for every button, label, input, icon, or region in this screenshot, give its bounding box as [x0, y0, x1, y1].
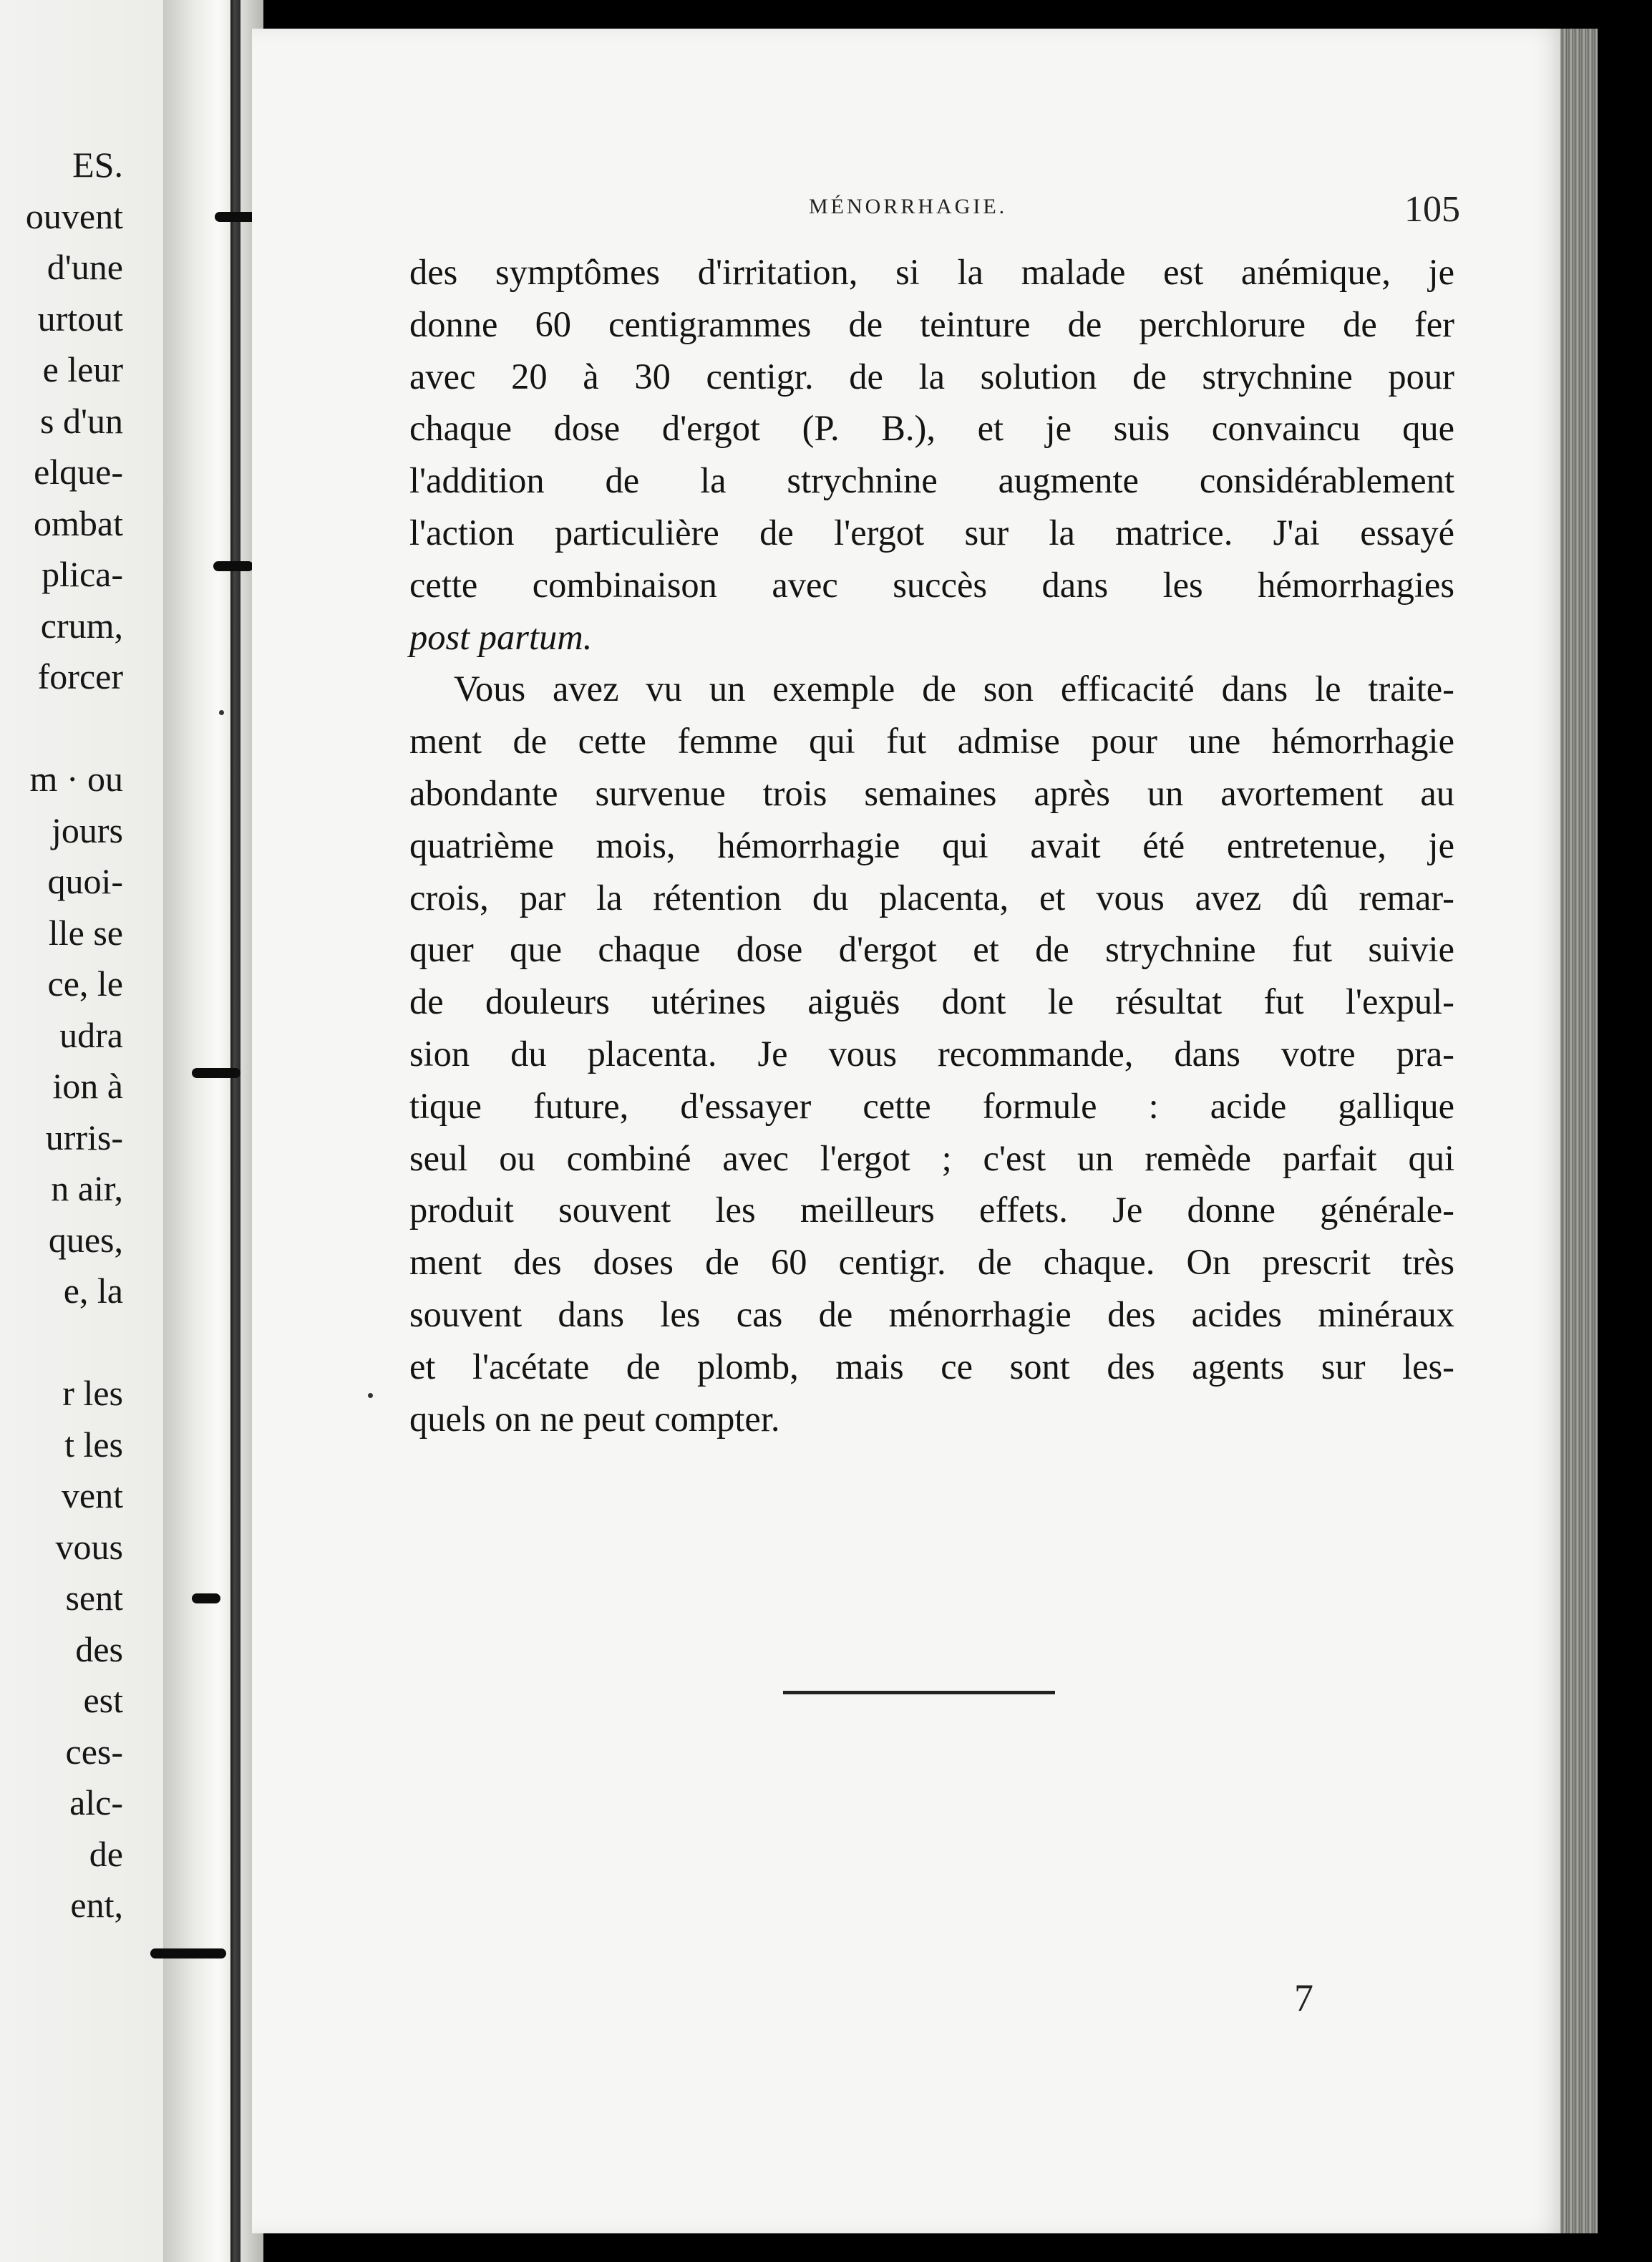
text-line: Vous avez vu un exemple de son efficacité dans le traite-: [454, 669, 1454, 709]
left-line: vent: [61, 1475, 123, 1515]
left-line: jours: [52, 810, 123, 850]
left-line: ce, le: [47, 963, 123, 1004]
text-line: l'addition de la strychnine augmente considérablement: [409, 460, 1454, 501]
left-line: crum,: [40, 605, 123, 646]
text-line: quatrième mois, hémorrhagie qui avait été entretenue, je: [409, 825, 1454, 865]
signature-mark: 7: [1294, 1976, 1313, 2019]
left-line: ces-: [65, 1731, 123, 1772]
body-text: [409, 246, 1454, 1445]
binding-stitch: [192, 1068, 240, 1078]
text-line: ment de cette femme qui fut admise pour une hémorrhagie: [409, 721, 1454, 762]
text-line: quels on ne peut compter.: [409, 1398, 780, 1439]
left-line: e leur: [42, 349, 123, 389]
left-line: forcer: [37, 656, 123, 696]
text-line: l'action particulière de l'ergot sur la matrice. J'ai essayé: [409, 512, 1454, 553]
text-line: donne 60 centigrammes de teinture de perchlorure de fer: [409, 304, 1454, 344]
left-line: t les: [64, 1424, 123, 1465]
binding-stitch: [150, 1948, 226, 1958]
page-edge-shadow: [1560, 29, 1598, 2233]
left-line: m · ou: [29, 759, 123, 799]
left-line: ombat: [34, 503, 123, 543]
text-line: avec 20 à 30 centigr. de la solution de strychnine pour: [409, 356, 1454, 397]
left-line: elque-: [34, 452, 123, 492]
left-line: udra: [59, 1014, 123, 1055]
text-line: souvent dans les cas de ménorrhagie des acides minéraux: [409, 1293, 1454, 1334]
left-page-text-column: [0, 140, 123, 1931]
text-line: crois, par la rétention du placenta, et vous avez dû remar-: [409, 877, 1454, 918]
left-line: vous: [55, 1526, 123, 1567]
text-line: et l'acétate de plomb, mais ce sont des agents sur les-: [409, 1346, 1454, 1387]
left-line: ques,: [48, 1219, 123, 1260]
text-line: seul ou combiné avec l'ergot ; c'est un remède parfait qui: [409, 1137, 1454, 1178]
left-line: r les: [62, 1373, 123, 1413]
left-line: sent: [65, 1578, 123, 1618]
scan-speck: [368, 1393, 373, 1398]
section-divider-rule: [783, 1691, 1055, 1694]
binding-stitch: [213, 561, 253, 571]
left-line: lle se: [48, 912, 123, 953]
left-line: [0, 703, 123, 754]
binding-stitch: [192, 1593, 220, 1603]
text-line: de douleurs utérines aiguës dont le résultat fut l'expul-: [409, 981, 1454, 1022]
left-line: ion à: [52, 1066, 123, 1106]
scan-speck: [219, 710, 224, 715]
left-line: urtout: [37, 298, 123, 339]
text-line: produit souvent les meilleurs effets. Je donne générale-: [409, 1190, 1454, 1230]
text-line: abondante survenue trois semaines après un avortement au: [409, 772, 1454, 813]
text-line: quer que chaque dose d'ergot et de strychnine fut suivie: [409, 929, 1454, 970]
book-gutter: [163, 0, 263, 2262]
text-line: tique future, d'essayer cette formule : acide gallique: [409, 1085, 1454, 1126]
text-line: des symptômes d'irritation, si la malade est anémique, je: [409, 252, 1454, 292]
text-line: post partum.: [409, 616, 593, 657]
left-line: e, la: [63, 1271, 123, 1311]
left-line: des: [75, 1628, 123, 1669]
left-line: est: [83, 1680, 123, 1720]
left-line: n air,: [51, 1168, 123, 1208]
left-line: alc-: [69, 1782, 123, 1822]
text-line: chaque dose d'ergot (P. B.), et je suis convaincu que: [409, 408, 1454, 449]
left-line: quoi-: [47, 861, 123, 901]
binding-spine: [230, 0, 240, 2262]
text-line: cette combinaison avec succès dans les hémorrhagies: [409, 564, 1454, 605]
running-head: MÉNORRHAGIE.: [809, 195, 1008, 218]
text-line: ment des doses de 60 centigr. de chaque. On prescrit très: [409, 1242, 1454, 1283]
left-line: d'une: [47, 247, 123, 287]
left-line: ES.: [72, 145, 123, 185]
left-line: urris-: [45, 1117, 123, 1157]
left-line: [0, 1317, 123, 1369]
page-number: 105: [1404, 189, 1460, 230]
text-line: sion du placenta. Je vous recommande, dans votre pra-: [409, 1033, 1454, 1074]
left-line: ouvent: [25, 195, 123, 236]
left-line: plica-: [42, 554, 123, 594]
left-line: ent,: [70, 1885, 123, 1925]
left-line: s d'un: [40, 400, 123, 441]
left-line: de: [89, 1833, 123, 1874]
